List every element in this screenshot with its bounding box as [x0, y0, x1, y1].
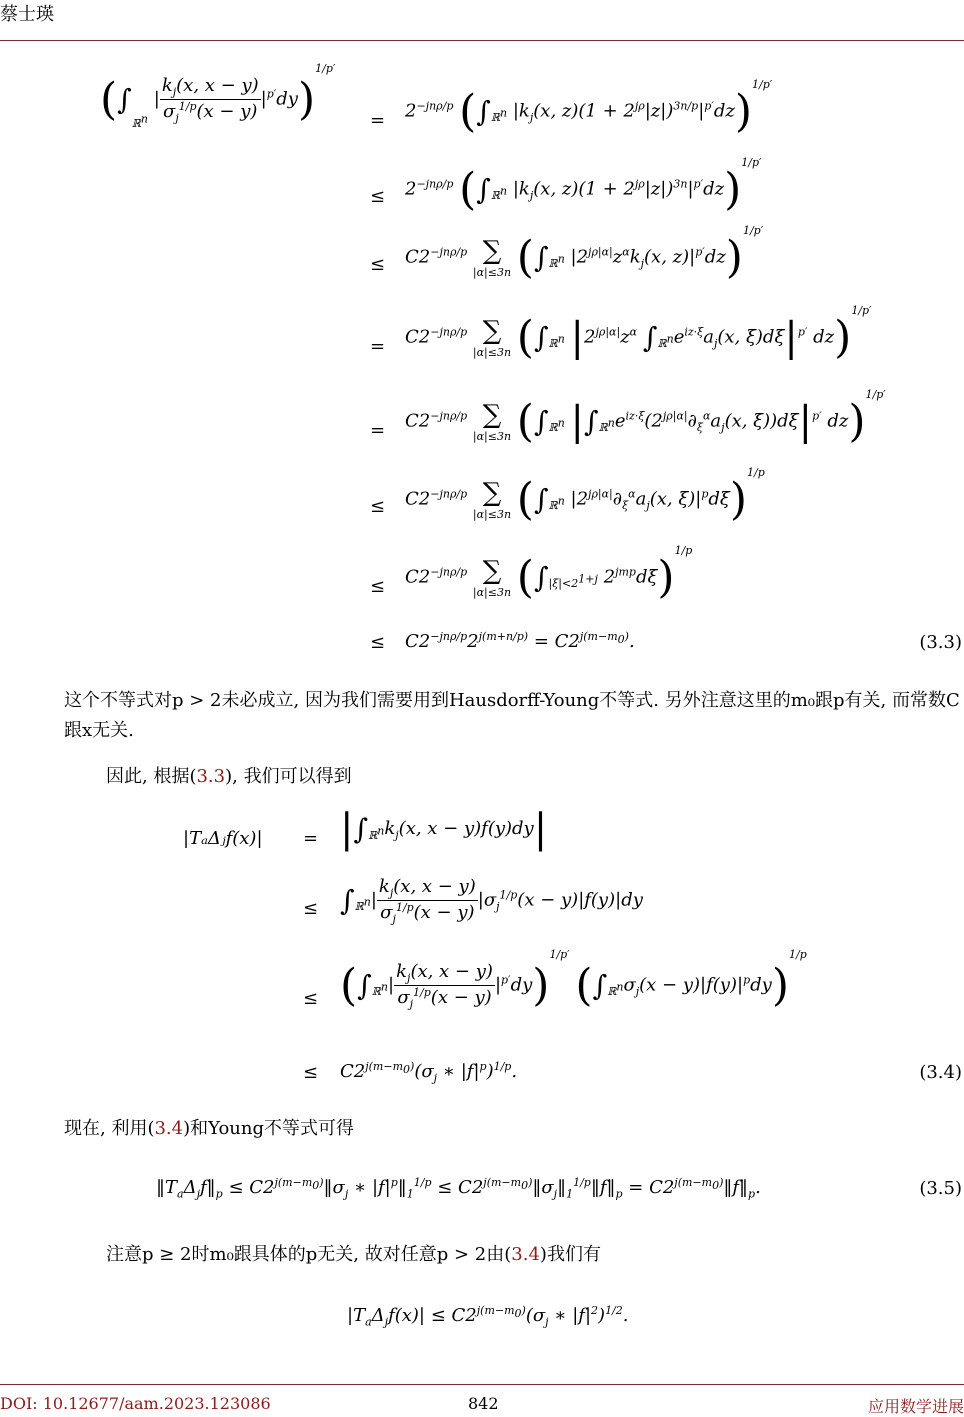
eq33-line-8: $C2^{-jn\rho/p}2^{j(m+n/p)} = C2^{j(m-m_0)}$. [405, 630, 635, 652]
equation-final: $|T_a\Delta_jf(x)| \le C2^{j(m-m_0)}(\sigma_j$ ∗ $|f|^2)^{1/2}$. [347, 1304, 629, 1329]
eq33-rel-7: ≤ [370, 576, 386, 597]
paragraph-therefore [106, 762, 352, 792]
footer-journal: 应用数学进展 [867, 1397, 964, 1416]
eq33-line-4: $C2^{-jn\rho/p}$ ∑ |α|≤3n ($\int_{ℝ^n}$ $|2^{j\rho|\alpha|}z^\alpha$ $\int_{ℝ^n}e^{iz\cdot\xi}a_j(x$, $\xi)d\xi|^{p'}$ dz)$^{1/p'}$ [405, 303, 872, 363]
eq34-rel-1: = [303, 828, 319, 849]
footer-rule [0, 1384, 964, 1385]
eq33-line-2: $2^{-jn\rho/p}$ ($\int_{ℝ^n}$ $|k_j(x$, $z)(1 + 2^{j\rho}|z|)^{3n}|^{p'}dz)^{1/p'}$ [405, 155, 762, 215]
eq33-tag: (3.3) [919, 632, 962, 653]
eq34-rel-3: ≤ [303, 988, 319, 1009]
eq33-lhs: ($\int_{ℝ^n}$ | $\frac{k_j(x, x - y)}{\sigma_j^{1/p}(x - y)}$ $|^{p'}dy)^{1/p'}$ [100, 61, 336, 131]
eq33-line-1: $2^{-jn\rho/p}$ ($\int_{ℝ^n}$ $|k_j(x$, $z)(1 + 2^{j\rho}|z|)^{3n/p}|^{p'}dz)^{1/p'}$ [405, 77, 773, 137]
text-segment: )和Young不等式可得 [183, 1118, 354, 1139]
running-header-author: 蔡士瑛 [0, 4, 54, 25]
eq33-line-5: $C2^{-jn\rho/p}$ ∑ |α|≤3n ($\int_{ℝ^n}$ $|\int_{ℝ^n}e^{iz\cdot\xi}(2^{j\rho|\alpha|}\partial_\xi^\alpha a_j(x$, $\xi))d\xi|^{p'}$ dz)$^{1/p'}$ [405, 387, 886, 447]
text-segment: 因此, 根据( [106, 766, 197, 787]
eq34-rel-2: ≤ [303, 898, 319, 919]
eq33-line-7: $C2^{-jn\rho/p}$ ∑ |α|≤3n ($\int_{|\xi|<2^{1+j}}$ $2^{jmp}d\xi)^{1/p}$ [405, 543, 693, 603]
eq33-rel-4: = [370, 336, 386, 357]
text-segment: )我们有 [539, 1244, 601, 1265]
ref-eq-3-4-b[interactable]: 3.4 [511, 1244, 540, 1265]
text-segment: ), 我们可以得到 [225, 766, 352, 787]
paragraph-young [64, 1114, 354, 1144]
eq34-line-3: ($\int_{ℝ^n}|$ $\frac{k_j(x, x - y)}{\sigma_j^{1/p}(x - y)}$ $|^{p'}dy)^{1/p'}$ $(\int_{ℝ^n}\sigma_j(x - y)|f(y)|^pdy)^{1/p}$ [340, 947, 807, 1011]
eq33-rel-5: = [370, 420, 386, 441]
equation-3-5: $‖T_a\Delta_jf‖_p$ ≤ $C2^{j(m-m_0)}‖\sigma_j$ ∗ $|f|^p‖_1^{1/p}$ ≤ $C2^{j(m-m_0)}‖\sigma_j‖_1^{1/p}‖f‖_p$ = $C2^{j(m-m_0)}‖f‖_p$. [156, 1176, 761, 1201]
eq35-tag: (3.5) [919, 1178, 962, 1199]
footer-doi[interactable]: DOI: 10.12677/aam.2023.123086 [0, 1394, 271, 1413]
eq34-lhs: |TₐΔⱼf(x)| [183, 828, 263, 849]
paragraph-remark: 这个不等式对p > 2未必成立, 因为我们需要用到Hausdorff-Young不等式. 另外注意这里的m₀跟p有关, 而常数C跟x无关. [64, 690, 960, 741]
header-rule [0, 40, 964, 41]
eq33-rel-3: ≤ [370, 254, 386, 275]
eq33-rel-8: ≤ [370, 632, 386, 653]
text-segment: 现在, 利用( [64, 1118, 155, 1139]
eq34-line-1: $|\int_{ℝ^n}k_j(x$, x − y)f(y)dy| [340, 806, 548, 852]
eq34-rel-4: ≤ [303, 1062, 319, 1083]
paragraph-note [106, 1240, 601, 1270]
text-segment: 注意p ≥ 2时m₀跟具体的p无关, 故对任意p > 2由( [106, 1244, 512, 1265]
eq33-rel-1: = [370, 110, 386, 131]
ref-eq-3-3[interactable]: 3.3 [196, 766, 226, 787]
eq34-line-2: $\int_{ℝ^n}|$ $\frac{k_j(x, x - y)}{\sigma_j^{1/p}(x - y)}$ $|\sigma_j^{1/p}(x - y)|f(y)|dy$ [340, 876, 643, 926]
eq34-tag: (3.4) [919, 1062, 962, 1083]
eq33-line-3: $C2^{-jn\rho/p}$ ∑ |α|≤3n ($\int_{ℝ^n}$ $|2^{j\rho|\alpha|}z^\alpha k_j(x$, $z)|^{p'}dz)^{1/p'}$ [405, 223, 764, 283]
footer-page-number: 842 [468, 1394, 499, 1413]
eq34-line-4: $C2^{j(m-m_0)}(\sigma_j$ ∗ $|f|^p)^{1/p}$. [340, 1060, 518, 1085]
eq33-line-6: $C2^{-jn\rho/p}$ ∑ |α|≤3n ($\int_{ℝ^n}$ $|2^{j\rho|\alpha|}\partial_\xi^\alpha a_j(x$, $\xi)|^pd\xi)^{1/p}$ [405, 465, 765, 525]
ref-eq-3-4[interactable]: 3.4 [154, 1118, 184, 1139]
eq33-rel-2: ≤ [370, 186, 386, 207]
eq33-rel-6: ≤ [370, 496, 386, 517]
